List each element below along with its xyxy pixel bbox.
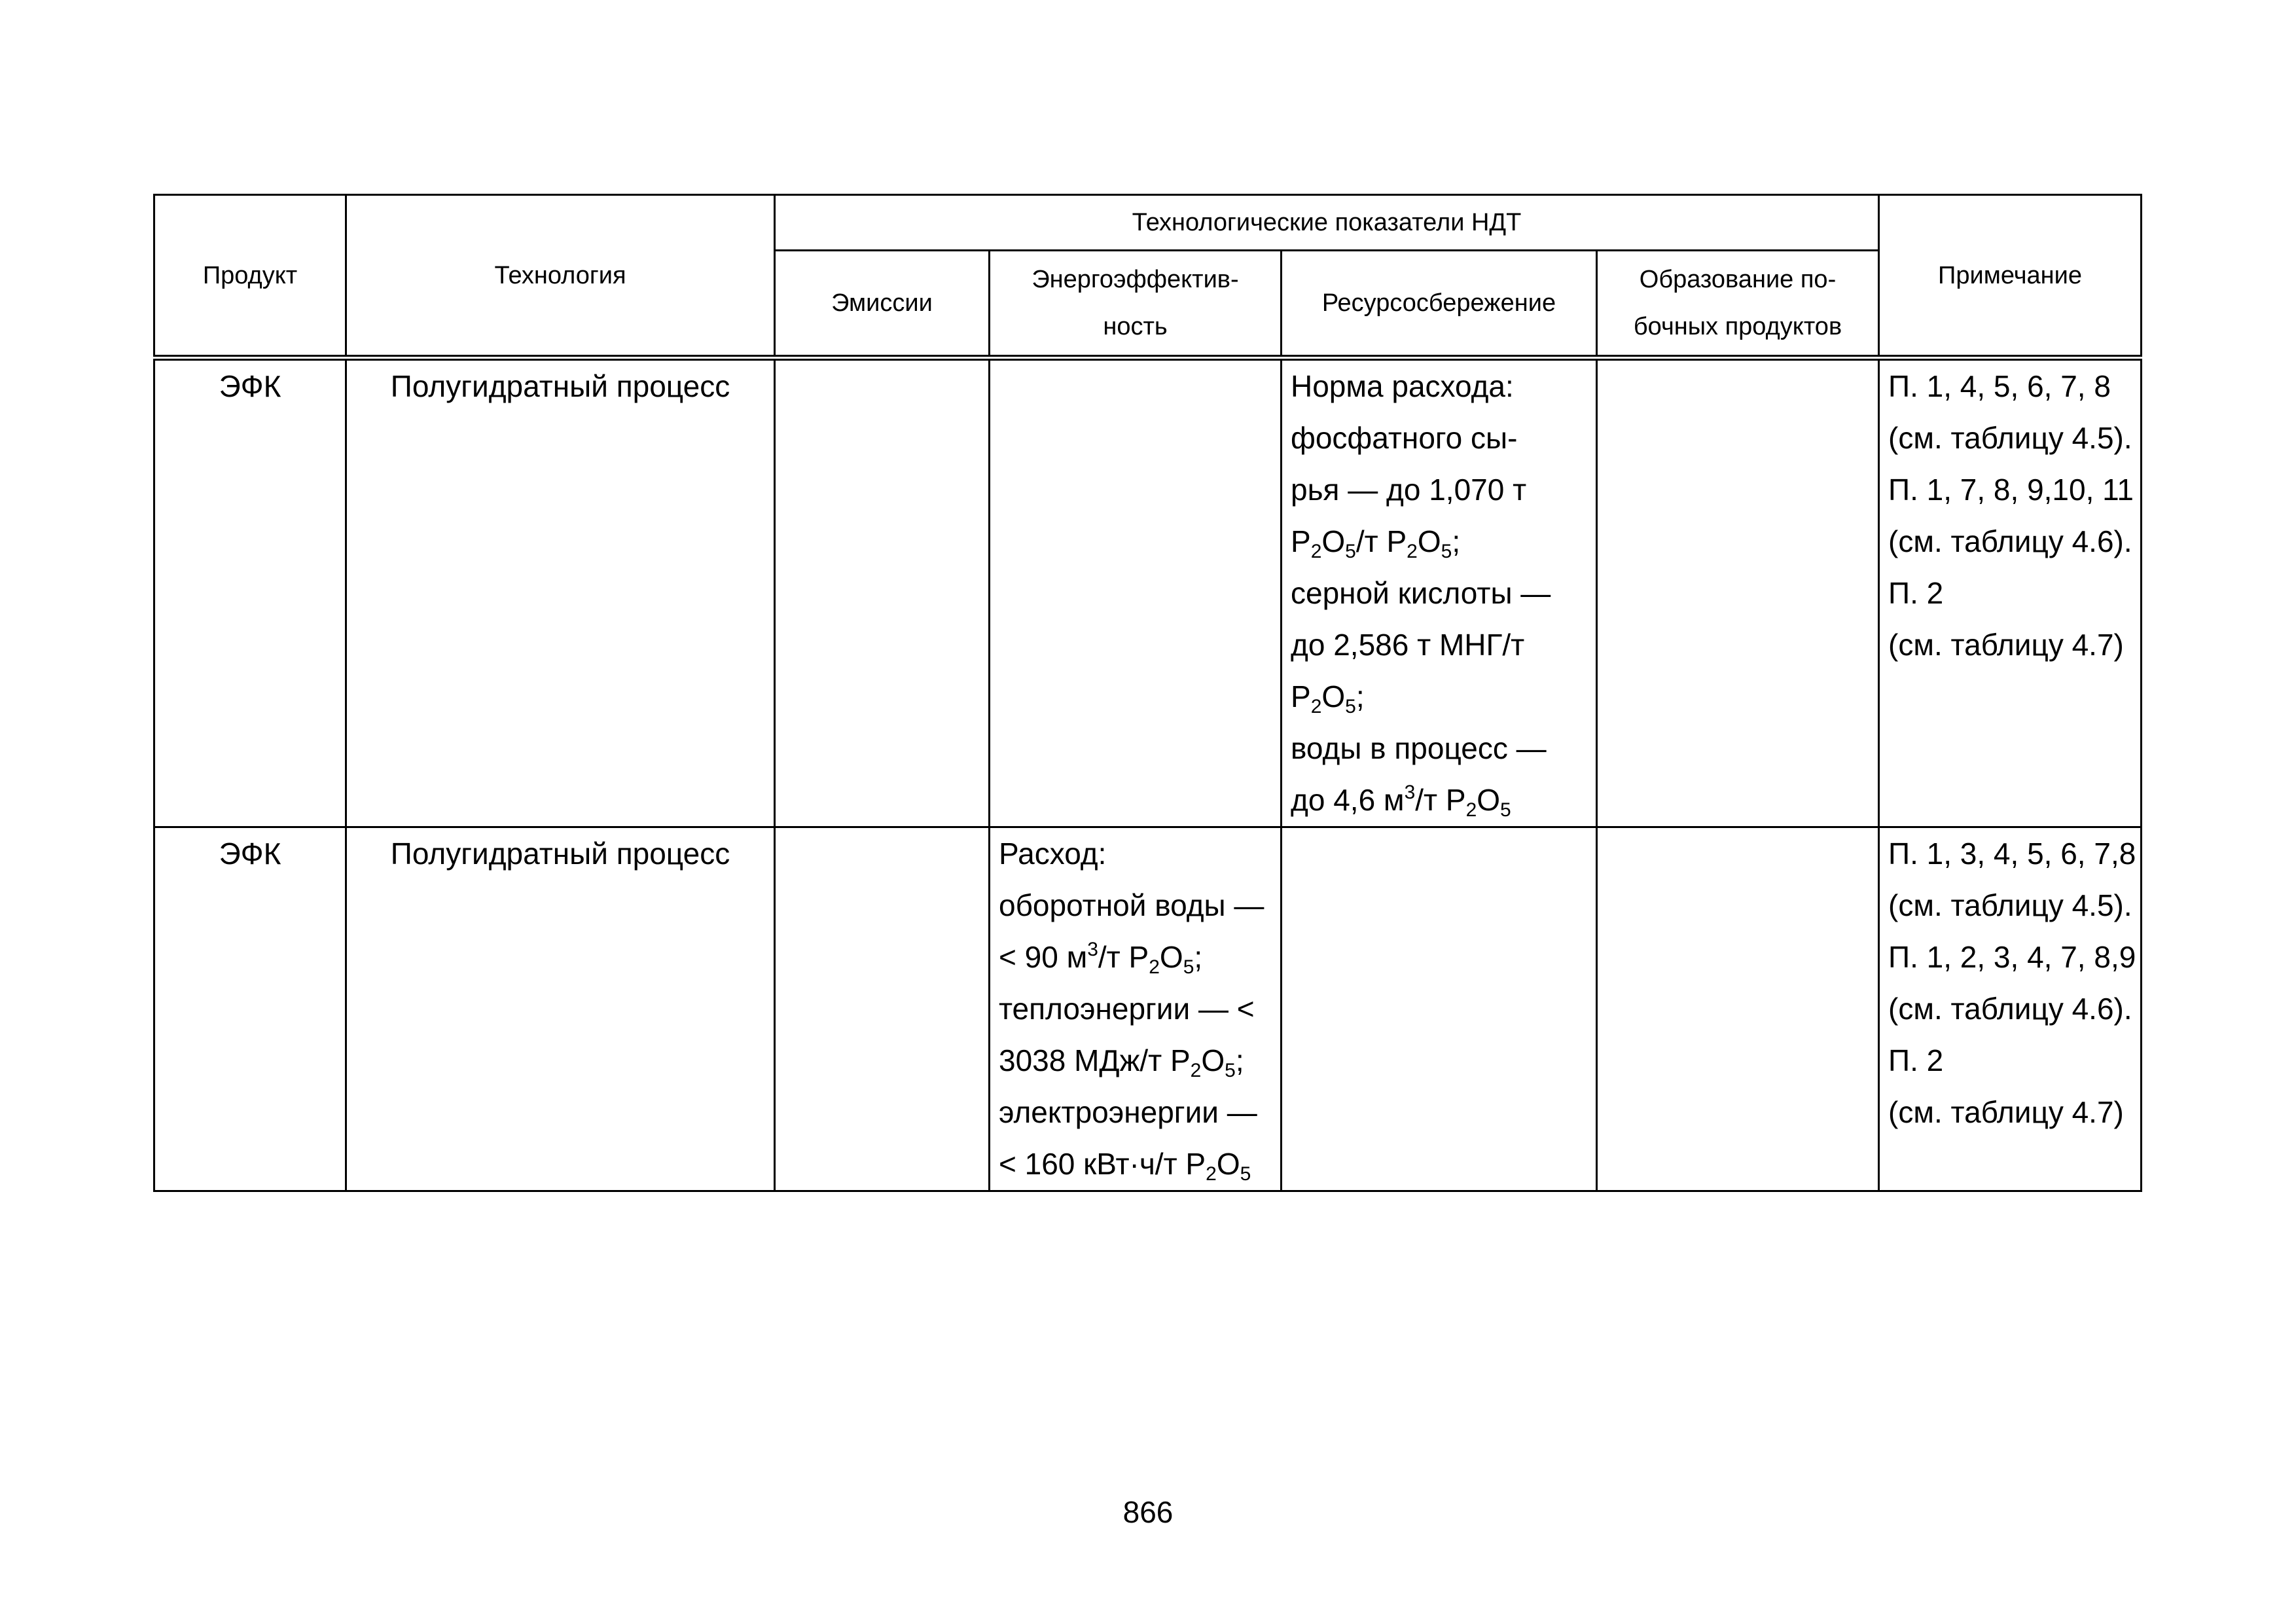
cell-note	[1879, 827, 2142, 1191]
cell-text-line: теплоэнергии — <	[999, 992, 1255, 1026]
header-technology: Технология	[346, 195, 775, 358]
cell-product: ЭФК	[154, 827, 346, 1191]
table-row	[154, 358, 2142, 827]
cell-text-line: П. 1, 2, 3, 4, 7, 8,9	[1888, 940, 2136, 974]
cell-text-line: (см. таблицу 4.6).	[1888, 992, 2132, 1026]
cell-text-line: (см. таблицу 4.5).	[1888, 888, 2132, 922]
cell-text-line: $P_2O_5/т$ $P_2O_5$;	[1291, 524, 1461, 562]
page-number: 866	[1122, 1495, 1174, 1529]
cell-text-line: П. 2	[1888, 1043, 1944, 1077]
header-indicators-group: Технологические показатели НДТ	[775, 195, 1879, 251]
cell-text-line: П. 1, 3, 4, 5, 6, 7,8	[1888, 837, 2136, 871]
cell-energy	[990, 827, 1282, 1191]
cell-emissions	[775, 827, 990, 1191]
table-row	[154, 827, 2142, 1191]
header-note: Примечание	[1879, 195, 2142, 358]
cell-text-line: серной кислоты —	[1291, 576, 1551, 610]
header-byproducts-line-1: Образование по-	[1639, 266, 1837, 293]
header-energy-line-1: Энергоэффектив-	[1031, 266, 1239, 293]
cell-text-line: Норма расхода:	[1291, 369, 1514, 403]
cell-text-line: (см. таблицу 4.5).	[1888, 421, 2132, 455]
cell-text-line: фосфатного сы-	[1291, 421, 1518, 455]
header-byproducts	[1597, 251, 1879, 358]
header-resource-saving: Ресурсосбережение	[1282, 251, 1597, 358]
cell-text-line: $P_2O_5$;	[1291, 679, 1365, 717]
header-energy-efficiency	[990, 251, 1282, 358]
cell-text-line: электроэнергии —	[999, 1095, 1257, 1129]
cell-resource	[1282, 358, 1597, 827]
cell-text-line: < 90 $м^3/т$ $P_2O_5$;	[999, 939, 1203, 978]
cell-product: ЭФК	[154, 358, 346, 827]
cell-emissions	[775, 358, 990, 827]
cell-text-line: Расход:	[999, 837, 1107, 871]
cell-text-line: до 4,6 $м^3/т$ $P_2O_5$	[1291, 782, 1511, 821]
cell-resource	[1282, 827, 1597, 1191]
header-product: Продукт	[154, 195, 346, 358]
cell-technology: Полугидратный процесс	[346, 827, 775, 1191]
ndt-indicators-table	[153, 194, 2142, 1192]
cell-text-line: (см. таблицу 4.7)	[1888, 628, 2124, 662]
header-energy-line-2: ность	[1103, 313, 1168, 340]
cell-text-line: П. 2	[1888, 576, 1944, 610]
cell-byproducts	[1597, 358, 1879, 827]
cell-text-line: < 160 кВт·ч/т $P_2O_5$	[999, 1147, 1251, 1185]
cell-note	[1879, 358, 2142, 827]
cell-byproducts	[1597, 827, 1879, 1191]
cell-text-line: П. 1, 4, 5, 6, 7, 8	[1888, 369, 2111, 403]
cell-text-line: рья — до 1,070 т	[1291, 473, 1527, 507]
header-emissions: Эмиссии	[775, 251, 990, 358]
cell-text-line: до 2,586 т МНГ/т	[1291, 628, 1525, 662]
cell-text-line: (см. таблицу 4.6).	[1888, 524, 2132, 558]
header-byproducts-line-2: бочных продуктов	[1633, 313, 1842, 340]
cell-text-line: 3038 МДж/т $P_2O_5$;	[999, 1043, 1244, 1081]
cell-energy	[990, 358, 1282, 827]
cell-technology: Полугидратный процесс	[346, 358, 775, 827]
cell-text-line: воды в процесс —	[1291, 731, 1547, 765]
cell-text-line: (см. таблицу 4.7)	[1888, 1095, 2124, 1129]
cell-text-line: П. 1, 7, 8, 9,10, 11	[1888, 473, 2134, 507]
cell-text-line: оборотной воды —	[999, 888, 1265, 922]
